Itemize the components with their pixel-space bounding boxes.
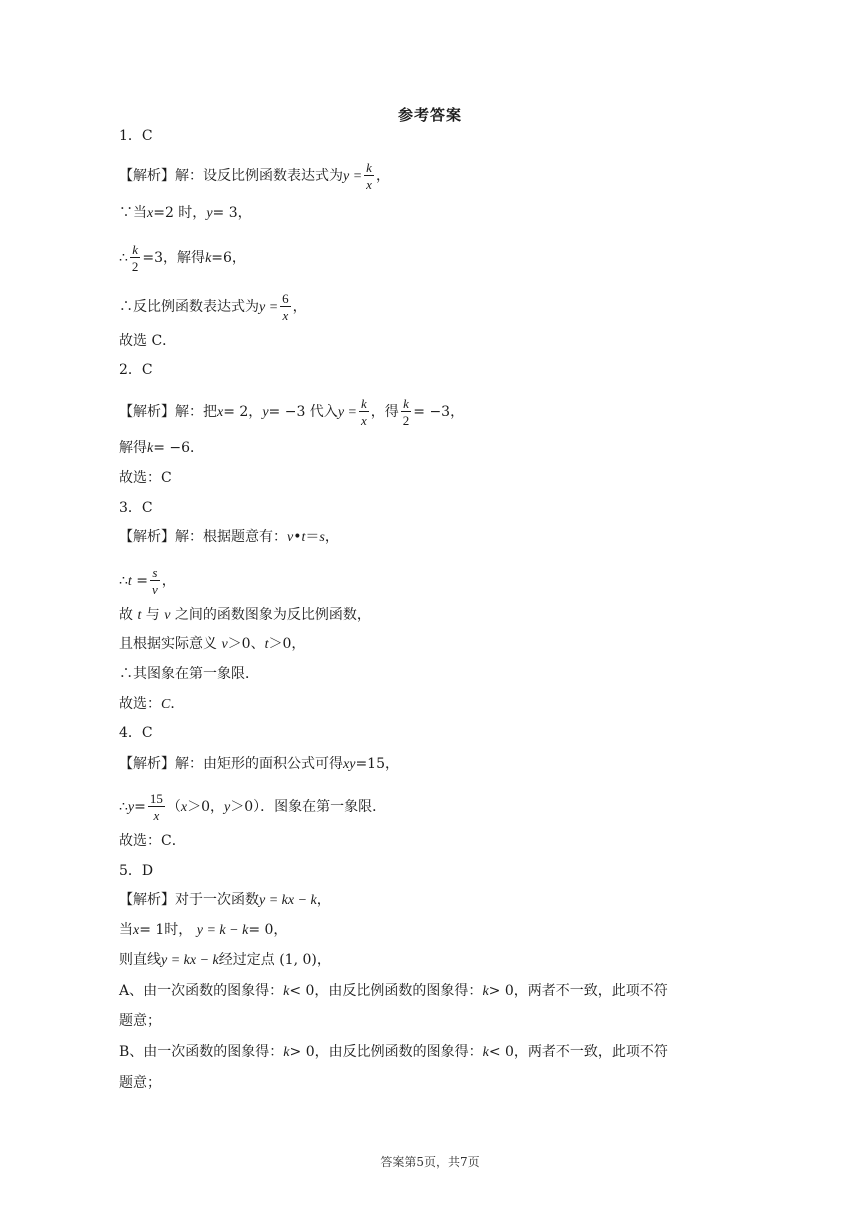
q3-line-6-b: ． [170, 696, 185, 712]
q3-line-1-dot: • [293, 529, 302, 545]
q1-line-2-b: =2 时， [153, 205, 207, 221]
q5-line-4-a: A、由一次函数的图象得： [119, 983, 284, 999]
q5-line-3-b: 经过定点 (1, 0)， [218, 952, 331, 968]
q5-answer: 5．D [119, 863, 154, 879]
q1-line-2 [119, 203, 252, 224]
q1-line-2-y: y [206, 206, 213, 221]
q5-line-4-k2: k [482, 984, 489, 999]
q1-line-4 [119, 292, 307, 322]
q1-frac-den: x [366, 177, 372, 192]
q1-frac2-den: 2 [131, 259, 139, 274]
q1-fraction-k-over-x [364, 161, 374, 191]
q2-line-2-b: = −6． [153, 440, 205, 456]
q1-frac3-num: 6 [282, 291, 289, 306]
q3-line-6 [119, 694, 184, 715]
q3-line-5: ∴其图象在第一象限． [119, 666, 259, 682]
q4-line-2-c: ＞0， [187, 799, 225, 815]
q1-fraction-k-over-2 [130, 243, 141, 273]
q3-line-4-a: 且根据实际意义 [119, 636, 217, 652]
q3-line-3 [119, 605, 371, 626]
q5-line-6 [119, 1042, 668, 1063]
q5-line-6-k1: k [283, 1045, 290, 1060]
q1-line-4-eq: y = [259, 300, 279, 315]
q1-line-3-b: =3，解得 [142, 250, 206, 266]
q4-line-1-a: 【解析】解：由矩形的面积公式可得 [119, 756, 343, 772]
q3-line-3-a: 故 [119, 607, 133, 623]
q1-frac3-den: x [282, 308, 289, 323]
q3-line-4-b: ＞0、 [227, 636, 265, 652]
q5-line-2 [119, 920, 287, 941]
q4-line-2-y: y [127, 800, 135, 815]
q4-line-1-b: =15， [355, 756, 399, 772]
q3-line-1 [119, 527, 339, 548]
q4-line-2-x: x [180, 800, 188, 815]
q2-line-2-a: 解得 [119, 440, 147, 456]
q5-line-4-k1: k [283, 984, 290, 999]
q4-line-3: 故选：C． [119, 833, 186, 849]
q2-line-1-d: ，得 [370, 404, 399, 420]
q3-line-2-a: ∴ [119, 573, 128, 589]
q3-line-1-a: 【解析】解：根据题意有： [119, 529, 287, 545]
q5-line-2-a: 当 [119, 922, 133, 938]
q5-line-6-k2: k [482, 1045, 489, 1060]
q5-line-1 [119, 890, 331, 911]
q1-line-3-c: =6， [211, 250, 246, 266]
q1-fraction-6-over-x [280, 292, 291, 322]
q3-answer: 3．C [119, 500, 153, 516]
q3-line-4-t: t [264, 637, 269, 652]
q5-line-7: 题意； [119, 1075, 161, 1091]
q5-line-6-c: < 0，两者不一致，此项不符 [488, 1044, 668, 1060]
q2-line-2-k: k [147, 441, 154, 456]
q2-line-1-e: = −3， [413, 404, 465, 420]
q5-line-2-x: x [133, 923, 140, 938]
q1-answer: 1．C [119, 128, 153, 144]
q4-line-2-y2: y [224, 800, 231, 815]
q5-line-2-b: = 1时， [139, 922, 193, 938]
q5-line-4 [119, 981, 668, 1002]
q5-line-3 [119, 950, 331, 971]
q4-line-2 [119, 792, 386, 822]
q1-line-1 [119, 161, 390, 191]
q1-line-1-text: 【解析】解：设反比例函数表达式为 [119, 168, 343, 184]
q3-line-3-v: v [164, 608, 171, 623]
q5-line-1-eq: y = kx − k [259, 893, 317, 908]
q3-line-1-s: s [319, 530, 325, 545]
q3-line-1-v: v [287, 530, 294, 545]
q2-frac2-num: k [401, 397, 412, 412]
q4-line-2-d: ＞0）．图象在第一象限． [230, 799, 387, 815]
q2-fraction-k-over-2 [401, 397, 412, 427]
q1-line-2-c: = 3， [212, 205, 252, 221]
q3-line-6-c: C [161, 697, 171, 712]
q4-line-2-b: （ [166, 799, 181, 815]
q5-line-6-a: B、由一次函数的图象得： [119, 1044, 284, 1060]
q1-line-4-end: ， [292, 299, 307, 315]
q2-line-1-y: y [262, 405, 269, 420]
q3-line-4-v: v [221, 637, 228, 652]
q1-frac-num: k [366, 160, 372, 175]
q4-frac-den: x [153, 808, 160, 823]
q1-line-3 [119, 243, 246, 273]
q4-line-1-xy: xy [343, 757, 356, 772]
q3-line-4-c: ＞0， [268, 636, 306, 652]
q1-line-1-end: ， [375, 168, 390, 184]
q2-line-2 [119, 438, 204, 459]
q4-line-1 [119, 754, 399, 775]
q5-line-1-b: ， [316, 892, 331, 908]
q2-frac-den: x [360, 413, 367, 428]
page-title: 参考答案 [397, 106, 462, 124]
q3-line-2 [119, 566, 176, 596]
q5-line-3-eq: y = kx − k [161, 953, 219, 968]
q3-line-3-c: 之间的函数图象为反比例函数， [174, 607, 371, 623]
q1-line-2-x: x [147, 206, 154, 221]
q2-line-1 [119, 397, 464, 427]
q3-line-3-b: 与 [145, 607, 160, 623]
q3-line-1-end: ， [324, 529, 339, 545]
q5-line-1-a: 【解析】对于一次函数 [119, 892, 259, 908]
q2-line-1-eq: y = [337, 405, 357, 420]
q2-line-3: 故选：C [119, 470, 172, 486]
q3-line-1-eq: ＝ [305, 529, 320, 545]
q2-answer: 2．C [119, 362, 153, 378]
page-footer: 答案第5页，共7页 [380, 1155, 480, 1169]
q1-frac2-num: k [130, 243, 141, 258]
q2-line-1-a: 【解析】解：把 [119, 404, 217, 420]
q5-line-5: 题意； [119, 1013, 161, 1029]
q4-line-2-a: ∴ [119, 799, 128, 815]
q2-line-1-b: = 2， [223, 404, 263, 420]
q3-line-2-t: t [127, 574, 132, 589]
q4-line-2-eq: = [134, 799, 146, 815]
q5-line-2-eq: y = k − k [196, 923, 249, 938]
q2-line-1-c: = −3 代入 [268, 404, 338, 420]
q3-frac-den: v [152, 582, 158, 597]
q2-line-1-x: x [217, 405, 224, 420]
q1-line-3-a: ∴ [119, 250, 128, 266]
q1-line-3-k: k [205, 251, 212, 266]
q4-answer: 4．C [119, 725, 153, 741]
q3-line-2-eq: = [131, 573, 148, 589]
q3-fraction-s-over-v [150, 566, 160, 596]
q5-line-4-b: < 0，由反比例函数的图象得： [289, 983, 483, 999]
q1-line-2-a: ∵当 [119, 205, 147, 221]
q2-frac-num: k [360, 396, 367, 411]
q3-line-3-t: t [137, 608, 142, 623]
q4-fraction-15-over-x [148, 792, 165, 822]
q3-line-1-t: t [301, 530, 306, 545]
q5-line-2-c: = 0， [248, 922, 288, 938]
q2-frac2-den: 2 [402, 413, 410, 428]
q1-line-5: 故选 C． [119, 333, 177, 349]
q3-line-2-end: ， [161, 573, 176, 589]
q4-frac-num: 15 [149, 791, 163, 806]
q5-line-3-a: 则直线 [119, 952, 161, 968]
q3-line-4 [119, 634, 305, 655]
q3-line-6-a: 故选： [119, 696, 161, 712]
q1-line-4-text: ∴反比例函数表达式为 [119, 299, 259, 315]
q5-line-6-b: > 0，由反比例函数的图象得： [289, 1044, 483, 1060]
q3-frac-num: s [150, 566, 160, 581]
q2-fraction-k-over-x [359, 397, 369, 427]
q1-line-1-eq: y = [343, 169, 363, 184]
q5-line-4-c: > 0，两者不一致，此项不符 [488, 983, 668, 999]
